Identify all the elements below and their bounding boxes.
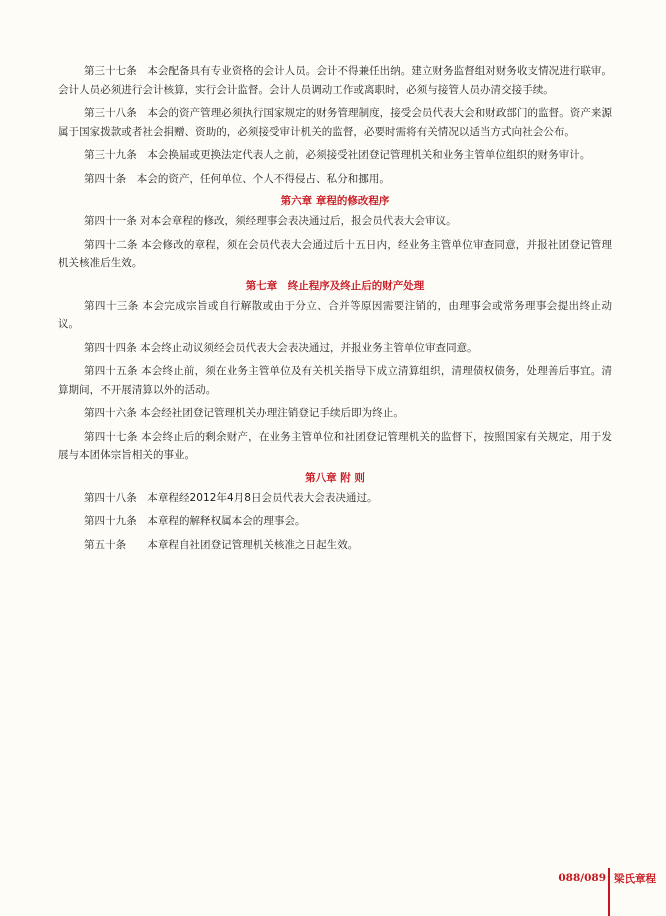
chapter-6-heading: 第六章 章程的修改程序: [280, 195, 390, 207]
chapter-8-heading: 第八章 附 则: [305, 471, 365, 484]
article-50: 第五十条 本章程自社团登记管理机关核准之日起生效。: [84, 538, 359, 551]
running-title: 梁氏章程: [614, 872, 656, 885]
article-48: 第四十八条 本章程经2012年4月8日会员代表大会表决通过。: [84, 491, 378, 504]
article-49: 第四十九条 本章程的解释权属本会的理事会。: [84, 515, 306, 527]
article-47: 第四十七条 本会终止后的剩余财产，在业务主管单位和社团登记管理机关的监督下，按照国家有关规定，用于发展与本团体宗旨相关的事业。: [58, 430, 612, 461]
page-numbers: 088/089: [558, 872, 606, 884]
article-41: 第四十一条 对本会章程的修改，须经理事会表决通过后，报会员代表大会审议。: [84, 215, 457, 227]
article-38: 第三十八条 本会的资产管理必须执行国家规定的财务管理制度，接受会员代表大会和财政部门的监督。资产来源属于国家拨款或者社会捐赠、资助的，必须接受审计机关的监督，必要时需将有关情况以适当方式向社会公布。: [58, 107, 612, 138]
article-44: 第四十四条 本会终止动议须经会员代表大会表决通过，并报业务主管单位审查同意。: [84, 341, 478, 354]
footer-divider: [608, 868, 610, 916]
document-body: [58, 62, 612, 559]
article-42: 第四十二条 本会修改的章程，须在会员代表大会通过后十五日内，经业务主管单位审查同意，并报社团登记管理机关核准后生效。: [58, 238, 612, 269]
chapter-7-heading: 第七章 终止程序及终止后的财产处理: [245, 279, 425, 292]
page-footer: [558, 868, 656, 888]
article-39: 第三十九条 本会换届或更换法定代表人之前，必须接受社团登记管理机关和业务主管单位组织的财务审计。: [84, 149, 591, 161]
article-43: 第四十三条 本会完成宗旨或自行解散或由于分立、合并等原因需要注销的，由理事会或常务理事会提出终止动议。: [58, 299, 612, 330]
article-46: 第四十六条 本会经社团登记管理机关办理注销登记手续后即为终止。: [84, 407, 404, 419]
article-45: 第四十五条 本会终止前，须在业务主管单位及有关机关指导下成立清算组织，清理债权债务，处理善后事宜。清算期间，不开展清算以外的活动。: [58, 365, 612, 396]
article-37: 第三十七条 本会配备具有专业资格的会计人员。会计不得兼任出纳。建立财务监督组对财务收支情况进行联审。会计人员必须进行会计核算，实行会计监督。会计人员调动工作或离职时，必须与接管人员办清交接手续。: [58, 65, 612, 96]
article-40: 第四十条 本会的资产，任何单位、个人不得侵占、私分和挪用。: [84, 172, 390, 185]
